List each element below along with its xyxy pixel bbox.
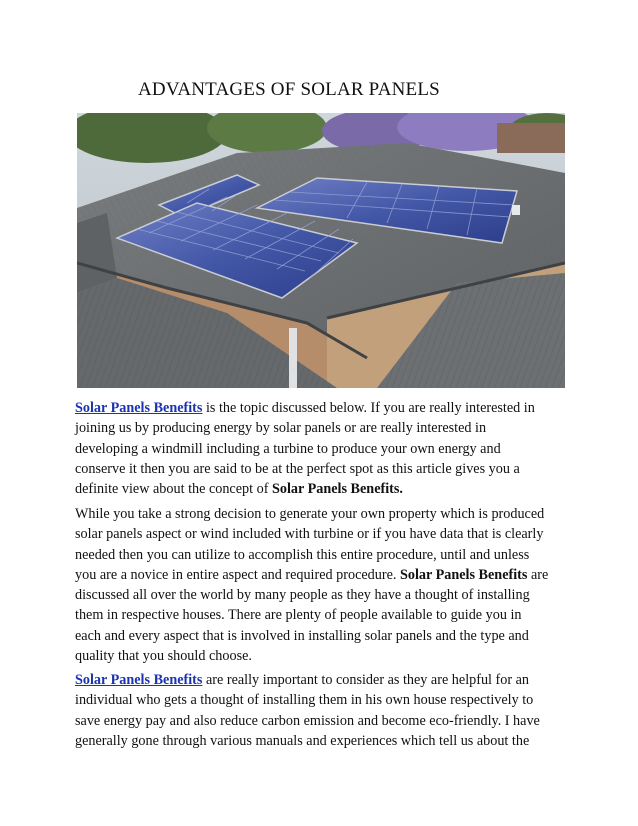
text-line: them in respective houses. There are plenty of people available to guide you in (75, 607, 522, 624)
text-line: While you take a strong decision to generate your own property which is produced (75, 506, 545, 522)
bold-keyword: Solar Panels Benefits. (271, 481, 403, 498)
paragraph-intro (75, 398, 567, 499)
solar-panels-benefits-link[interactable]: Solar Panels Benefits (75, 400, 203, 416)
text-line: solar panels aspect or wind included with turbine or if you have data that is clearly (75, 526, 544, 543)
text-line: developing a windmill including a turbine to produce your own energy and (75, 440, 501, 457)
text-line: you are a novice in entire aspect and required procedure. Solar Panels Benefits are (75, 566, 549, 583)
text-line: discussed all over the world by many people as they have a thought of installing (75, 587, 530, 604)
page-title: ADVANTAGES OF SOLAR PANELS (138, 79, 440, 100)
text-line: quality that you should choose. (75, 648, 252, 665)
text-line: Solar Panels Benefits is the topic discussed below. If you are really interested in (75, 400, 535, 416)
text-line: Solar Panels Benefits are really important to consider as they are helpful for an (75, 672, 530, 688)
paragraph-closing (75, 670, 567, 751)
text-line: generally gone through various manuals and experiences which tell us about the (75, 732, 530, 749)
solar-roof-photo (77, 113, 565, 388)
text-line: definite view about the concept of Solar Panels Benefits. (75, 481, 403, 498)
text-line: needed then you can utilize to accomplish this entire procedure, until and unless (75, 546, 530, 563)
text-line: individual who gets a thought of installing them in his own house respectively to (75, 692, 534, 709)
bold-keyword: Solar Panels Benefits (399, 566, 528, 583)
text-line: save energy pay and also reduce carbon emission and become eco-friendly. I have (75, 712, 540, 729)
text-line: joining us by producing energy by solar panels or are really interested in (75, 420, 487, 437)
solar-panels-benefits-link[interactable]: Solar Panels Benefits (75, 672, 203, 688)
paragraph-body (75, 504, 567, 666)
text-line: conserve it then you are said to be at the perfect spot as this article gives you a (75, 460, 520, 477)
text-line: each and every aspect that is involved in installing solar panels and the type and (75, 627, 529, 644)
